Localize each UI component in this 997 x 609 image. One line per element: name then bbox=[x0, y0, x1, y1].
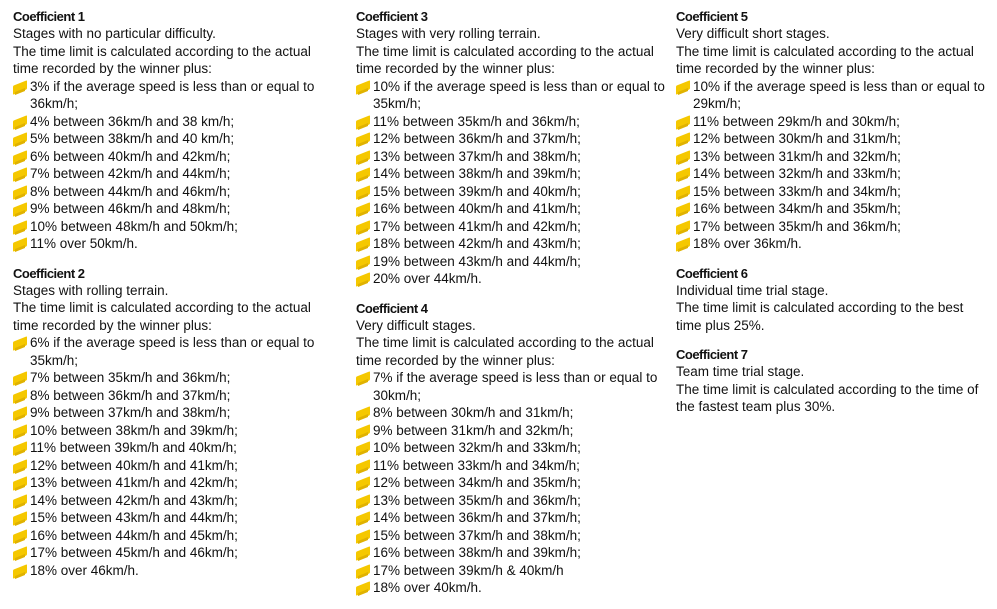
list-item-text: 12% between 34km/h and 35km/h; bbox=[373, 475, 581, 490]
list-item-text: 15% between 37km/h and 38km/h; bbox=[373, 527, 581, 543]
list-item-text: 17% between 39km/h & 40km/h bbox=[373, 562, 564, 578]
list-item-text: 7% between 35km/h and 36km/h; bbox=[30, 370, 231, 385]
yellow-marker-icon bbox=[356, 80, 370, 95]
list-item-text: 7% between 42km/h and 44km/h; bbox=[30, 166, 231, 181]
list-item bbox=[356, 235, 666, 253]
description-line: Very difficult short stages. bbox=[676, 26, 830, 41]
list-item-text: 11% over 50km/h. bbox=[30, 236, 138, 251]
yellow-marker-icon bbox=[13, 132, 27, 147]
description-line: The time limit is calculated according to the actual time recorded by the winner plus: bbox=[356, 335, 654, 368]
list-item-text: 13% between 31km/h and 32km/h; bbox=[693, 148, 901, 164]
yellow-marker-icon bbox=[356, 476, 370, 491]
yellow-marker-icon bbox=[356, 529, 370, 544]
yellow-marker-icon bbox=[13, 185, 27, 200]
list-item-text: 11% between 35km/h and 36km/h; bbox=[373, 113, 580, 129]
yellow-marker-icon bbox=[356, 220, 370, 235]
yellow-marker-icon bbox=[356, 167, 370, 182]
list-item-text: 5% between 38km/h and 40 km/h; bbox=[30, 131, 235, 146]
yellow-marker-icon bbox=[676, 185, 690, 200]
column-2 bbox=[356, 8, 666, 609]
yellow-marker-icon bbox=[356, 255, 370, 270]
list-item bbox=[13, 183, 333, 201]
yellow-marker-icon bbox=[13, 476, 27, 491]
yellow-marker-icon bbox=[356, 494, 370, 509]
yellow-marker-icon bbox=[356, 459, 370, 474]
list-item bbox=[13, 544, 333, 562]
list-item-text: 12% between 36km/h and 37km/h; bbox=[373, 131, 581, 146]
coefficient-section bbox=[676, 265, 988, 335]
yellow-marker-icon bbox=[13, 406, 27, 421]
yellow-marker-icon bbox=[356, 272, 370, 287]
list-item-text: 3% if the average speed is less than or equal to 36km/h; bbox=[30, 78, 315, 111]
yellow-marker-icon bbox=[676, 132, 690, 147]
yellow-marker-icon bbox=[356, 424, 370, 439]
list-item bbox=[676, 78, 988, 113]
list-item bbox=[356, 78, 666, 113]
list-item bbox=[13, 130, 333, 148]
list-item-text: 18% between 42km/h and 43km/h; bbox=[373, 236, 581, 251]
list-item-text: 14% between 36km/h and 37km/h; bbox=[373, 510, 581, 525]
description-line: Very difficult stages. bbox=[356, 317, 476, 333]
description-line: Stages with rolling terrain. bbox=[13, 282, 169, 298]
list-item bbox=[356, 562, 666, 580]
list-item-text: 4% between 36km/h and 38 km/h; bbox=[30, 113, 235, 129]
list-item-text: 15% between 43km/h and 44km/h; bbox=[30, 510, 238, 525]
list-item bbox=[676, 165, 988, 183]
list-item bbox=[356, 148, 666, 166]
description-line: Stages with very rolling terrain. bbox=[356, 26, 541, 41]
list-item bbox=[13, 457, 333, 475]
list-item-text: 14% between 42km/h and 43km/h; bbox=[30, 492, 238, 508]
list-item bbox=[676, 148, 988, 166]
description-line: The time limit is calculated according to the time of the fastest team plus 30%. bbox=[676, 381, 979, 414]
list-item bbox=[356, 527, 666, 545]
list-item-text: 9% between 31km/h and 32km/h; bbox=[373, 422, 574, 438]
list-item bbox=[13, 235, 333, 253]
list-item bbox=[356, 457, 666, 475]
list-item bbox=[676, 235, 988, 253]
list-item bbox=[356, 492, 666, 510]
list-item-text: 10% between 48km/h and 50km/h; bbox=[30, 218, 238, 234]
description-line: Individual time trial stage. bbox=[676, 282, 829, 298]
yellow-marker-icon bbox=[13, 115, 27, 130]
list-item-text: 19% between 43km/h and 44km/h; bbox=[373, 253, 581, 269]
yellow-marker-icon bbox=[13, 80, 27, 95]
description-line: Team time trial stage. bbox=[676, 364, 805, 379]
list-item bbox=[13, 369, 333, 387]
yellow-marker-icon bbox=[13, 564, 27, 579]
yellow-marker-icon bbox=[356, 564, 370, 579]
yellow-marker-icon bbox=[356, 546, 370, 561]
rate-list bbox=[13, 78, 333, 253]
column-3 bbox=[676, 8, 988, 428]
coefficient-title: Coefficient 1 bbox=[13, 9, 85, 24]
yellow-marker-icon bbox=[13, 202, 27, 217]
list-item bbox=[356, 404, 666, 422]
list-item-text: 17% between 41km/h and 42km/h; bbox=[373, 218, 581, 234]
yellow-marker-icon bbox=[13, 494, 27, 509]
list-item bbox=[356, 369, 666, 404]
yellow-marker-icon bbox=[676, 167, 690, 182]
yellow-marker-icon bbox=[356, 237, 370, 252]
yellow-marker-icon bbox=[676, 115, 690, 130]
list-item bbox=[13, 148, 333, 166]
list-item bbox=[13, 527, 333, 545]
list-item-text: 16% between 44km/h and 45km/h; bbox=[30, 527, 238, 543]
list-item-text: 17% between 45km/h and 46km/h; bbox=[30, 545, 238, 560]
coefficient-title: Coefficient 6 bbox=[676, 265, 748, 281]
list-item bbox=[676, 183, 988, 201]
list-item-text: 11% between 39km/h and 40km/h; bbox=[30, 440, 237, 455]
list-item bbox=[676, 130, 988, 148]
rate-list bbox=[13, 334, 333, 579]
list-item bbox=[356, 165, 666, 183]
yellow-marker-icon bbox=[13, 336, 27, 351]
list-item-text: 9% between 37km/h and 38km/h; bbox=[30, 405, 231, 420]
list-item bbox=[356, 509, 666, 527]
list-item-text: 18% over 40km/h. bbox=[373, 580, 482, 595]
yellow-marker-icon bbox=[356, 150, 370, 165]
list-item bbox=[356, 218, 666, 236]
coefficient-section bbox=[676, 346, 988, 416]
list-item bbox=[356, 130, 666, 148]
yellow-marker-icon bbox=[356, 511, 370, 526]
yellow-marker-icon bbox=[676, 237, 690, 252]
list-item bbox=[13, 200, 333, 218]
description-line: The time limit is calculated according to the actual time recorded by the winner plus: bbox=[13, 300, 311, 333]
list-item-text: 10% if the average speed is less than or equal to 35km/h; bbox=[373, 78, 665, 111]
yellow-marker-icon bbox=[356, 581, 370, 596]
rate-list bbox=[676, 78, 988, 253]
coefficient-section bbox=[13, 8, 333, 253]
list-item bbox=[356, 113, 666, 131]
list-item bbox=[356, 474, 666, 492]
list-item-text: 10% if the average speed is less than or equal to 29km/h; bbox=[693, 78, 985, 111]
yellow-marker-icon bbox=[13, 459, 27, 474]
yellow-marker-icon bbox=[356, 441, 370, 456]
column-1 bbox=[13, 8, 333, 591]
yellow-marker-icon bbox=[356, 115, 370, 130]
list-item-text: 16% between 38km/h and 39km/h; bbox=[373, 545, 581, 560]
list-item-text: 14% between 32km/h and 33km/h; bbox=[693, 166, 901, 181]
coefficient-section bbox=[356, 300, 666, 597]
yellow-marker-icon bbox=[13, 220, 27, 235]
yellow-marker-icon bbox=[13, 529, 27, 544]
list-item-text: 7% if the average speed is less than or equal to 30km/h; bbox=[373, 370, 658, 403]
list-item-text: 13% between 37km/h and 38km/h; bbox=[373, 148, 581, 164]
list-item bbox=[13, 509, 333, 527]
yellow-marker-icon bbox=[356, 132, 370, 147]
yellow-marker-icon bbox=[676, 150, 690, 165]
list-item bbox=[356, 270, 666, 288]
list-item-text: 14% between 38km/h and 39km/h; bbox=[373, 166, 581, 181]
list-item-text: 11% between 29km/h and 30km/h; bbox=[693, 113, 900, 129]
list-item bbox=[13, 165, 333, 183]
list-item-text: 10% between 32km/h and 33km/h; bbox=[373, 440, 581, 455]
list-item bbox=[13, 218, 333, 236]
list-item-text: 13% between 35km/h and 36km/h; bbox=[373, 492, 581, 508]
description-line: The time limit is calculated according to the actual time recorded by the winner plus: bbox=[676, 43, 974, 76]
coefficient-title: Coefficient 5 bbox=[676, 9, 748, 24]
yellow-marker-icon bbox=[356, 406, 370, 421]
yellow-marker-icon bbox=[13, 546, 27, 561]
list-item bbox=[676, 113, 988, 131]
coefficient-section bbox=[356, 8, 666, 288]
yellow-marker-icon bbox=[356, 371, 370, 386]
list-item-text: 12% between 30km/h and 31km/h; bbox=[693, 131, 901, 146]
yellow-marker-icon bbox=[356, 185, 370, 200]
list-item-text: 9% between 46km/h and 48km/h; bbox=[30, 201, 231, 216]
list-item bbox=[13, 334, 333, 369]
list-item-text: 17% between 35km/h and 36km/h; bbox=[693, 218, 901, 234]
yellow-marker-icon bbox=[13, 150, 27, 165]
list-item bbox=[13, 113, 333, 131]
list-item bbox=[13, 78, 333, 113]
list-item bbox=[356, 183, 666, 201]
list-item-text: 15% between 33km/h and 34km/h; bbox=[693, 183, 901, 199]
list-item-text: 8% between 30km/h and 31km/h; bbox=[373, 405, 574, 420]
yellow-marker-icon bbox=[13, 237, 27, 252]
list-item-text: 6% between 40km/h and 42km/h; bbox=[30, 148, 231, 164]
description-line: Stages with no particular difficulty. bbox=[13, 26, 216, 41]
description-line: The time limit is calculated according to the best time plus 25%. bbox=[676, 300, 964, 333]
list-item-text: 20% over 44km/h. bbox=[373, 271, 482, 286]
description-line: The time limit is calculated according to the actual time recorded by the winner plus: bbox=[356, 43, 654, 76]
list-item-text: 11% between 33km/h and 34km/h; bbox=[373, 457, 580, 473]
list-item-text: 12% between 40km/h and 41km/h; bbox=[30, 457, 238, 473]
list-item bbox=[356, 579, 666, 597]
yellow-marker-icon bbox=[676, 220, 690, 235]
list-item-text: 18% over 46km/h. bbox=[30, 562, 139, 578]
rate-list bbox=[356, 78, 666, 288]
yellow-marker-icon bbox=[13, 441, 27, 456]
coefficient-title: Coefficient 2 bbox=[13, 265, 85, 281]
yellow-marker-icon bbox=[676, 80, 690, 95]
list-item-text: 15% between 39km/h and 40km/h; bbox=[373, 183, 581, 199]
list-item bbox=[676, 200, 988, 218]
list-item-text: 18% over 36km/h. bbox=[693, 236, 802, 251]
list-item bbox=[13, 422, 333, 440]
coefficient-section bbox=[13, 265, 333, 580]
list-item-text: 16% between 40km/h and 41km/h; bbox=[373, 201, 581, 216]
list-item bbox=[13, 474, 333, 492]
list-item-text: 10% between 38km/h and 39km/h; bbox=[30, 422, 238, 438]
coefficient-title: Coefficient 4 bbox=[356, 300, 428, 316]
list-item bbox=[356, 200, 666, 218]
list-item-text: 8% between 36km/h and 37km/h; bbox=[30, 387, 231, 403]
list-item bbox=[676, 218, 988, 236]
description-line: The time limit is calculated according to the actual time recorded by the winner plus: bbox=[13, 43, 311, 76]
coefficient-title: Coefficient 7 bbox=[676, 347, 748, 362]
yellow-marker-icon bbox=[13, 167, 27, 182]
yellow-marker-icon bbox=[13, 371, 27, 386]
yellow-marker-icon bbox=[13, 424, 27, 439]
coefficient-title: Coefficient 3 bbox=[356, 9, 428, 24]
list-item bbox=[356, 422, 666, 440]
yellow-marker-icon bbox=[356, 202, 370, 217]
rate-list bbox=[356, 369, 666, 597]
list-item bbox=[13, 562, 333, 580]
list-item-text: 6% if the average speed is less than or equal to 35km/h; bbox=[30, 335, 315, 368]
list-item bbox=[356, 439, 666, 457]
list-item-text: 13% between 41km/h and 42km/h; bbox=[30, 475, 238, 490]
yellow-marker-icon bbox=[13, 389, 27, 404]
yellow-marker-icon bbox=[676, 202, 690, 217]
yellow-marker-icon bbox=[13, 511, 27, 526]
list-item bbox=[356, 544, 666, 562]
list-item bbox=[13, 439, 333, 457]
coefficient-section bbox=[676, 8, 988, 253]
list-item bbox=[356, 253, 666, 271]
list-item bbox=[13, 492, 333, 510]
list-item-text: 8% between 44km/h and 46km/h; bbox=[30, 183, 231, 199]
list-item bbox=[13, 404, 333, 422]
list-item-text: 16% between 34km/h and 35km/h; bbox=[693, 201, 901, 216]
list-item bbox=[13, 387, 333, 405]
